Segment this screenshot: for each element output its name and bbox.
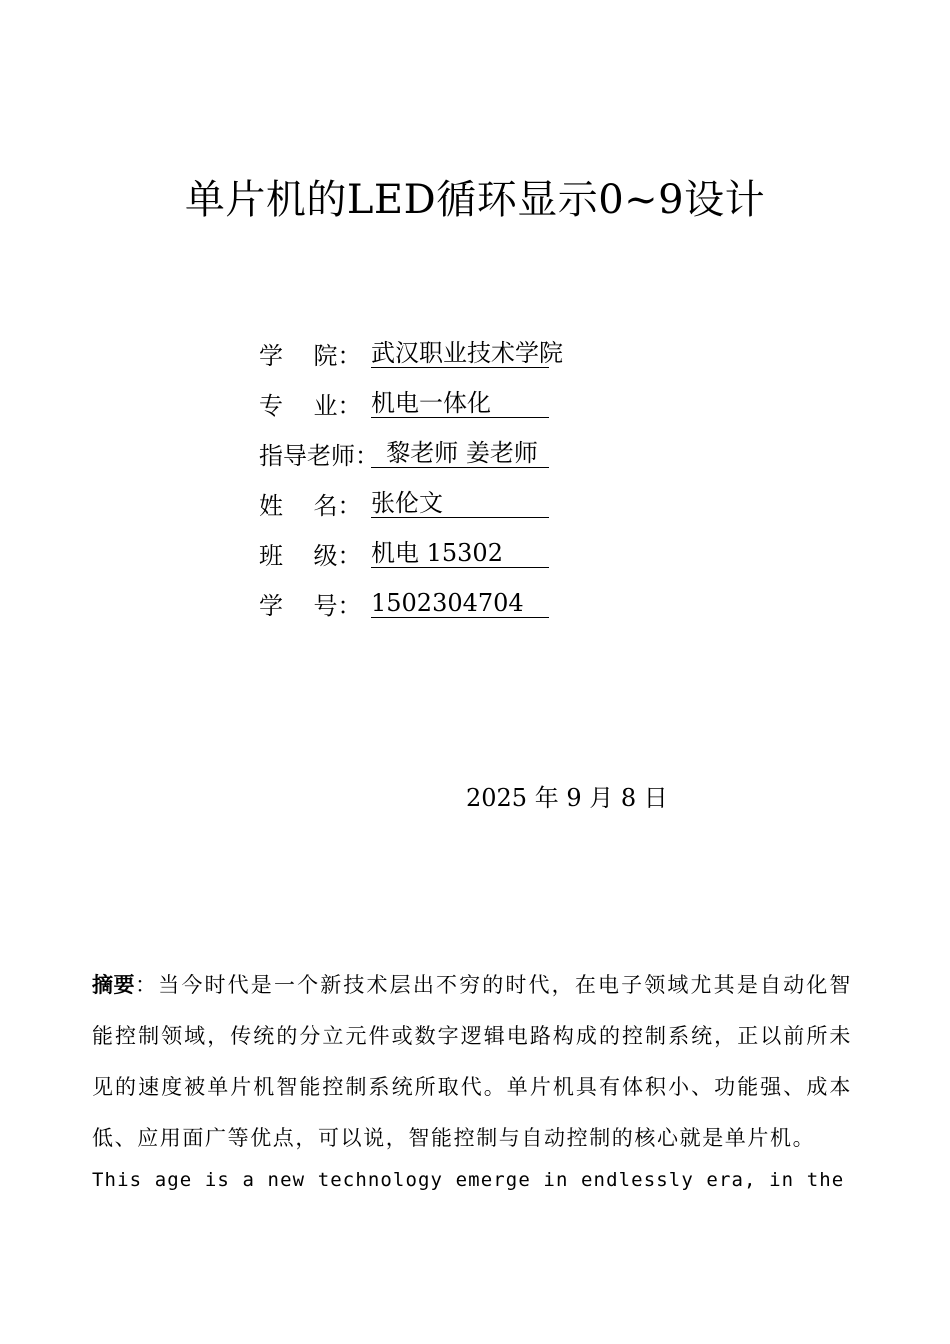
info-row-advisor [259, 428, 549, 478]
info-label: 指导老师： [259, 441, 379, 470]
abstract-text: ：当今时代是一个新技术层出不穷的时代，在电子领域尤其是自动化智能控制领域，传统的分立元件或数字逻辑电路构成的控制系统，正以前所未见的速度被单片机智能控制系统所取代。单片机具有体积小、功能强、成本低、应用面广等优点，可以说，智能控制与自动控制的核心就是单片机。 [92, 973, 852, 1150]
info-label: 学 号： [259, 591, 362, 620]
document-date: 2025 年 9 月 8 日 [466, 784, 668, 812]
info-value: 黎老师 姜老师 [371, 439, 549, 468]
info-row-major [259, 378, 549, 428]
info-value: 张伦文 [371, 489, 549, 518]
info-label: 姓 名： [259, 491, 362, 520]
info-value: 1502304704 [371, 589, 549, 618]
info-label: 学 院： [259, 341, 362, 370]
document-title: 单片机的LED循环显示0~9设计 [184, 177, 766, 223]
info-row-student-id [259, 578, 549, 628]
info-row-college [259, 328, 563, 378]
info-label: 专 业： [259, 391, 362, 420]
abstract-label: 摘要 [92, 972, 136, 997]
cover-info-block [259, 328, 563, 628]
abstract-paragraph [92, 959, 852, 1164]
info-label: 班 级： [259, 541, 362, 570]
english-abstract-line: This age is a new technology emerge in endlessly era, in the [92, 1169, 845, 1191]
info-value: 武汉职业技术学院 [371, 338, 563, 367]
info-value: 机电 15302 [371, 539, 549, 568]
info-value: 机电一体化 [371, 389, 549, 418]
info-row-name [259, 478, 549, 528]
info-row-class [259, 528, 549, 578]
